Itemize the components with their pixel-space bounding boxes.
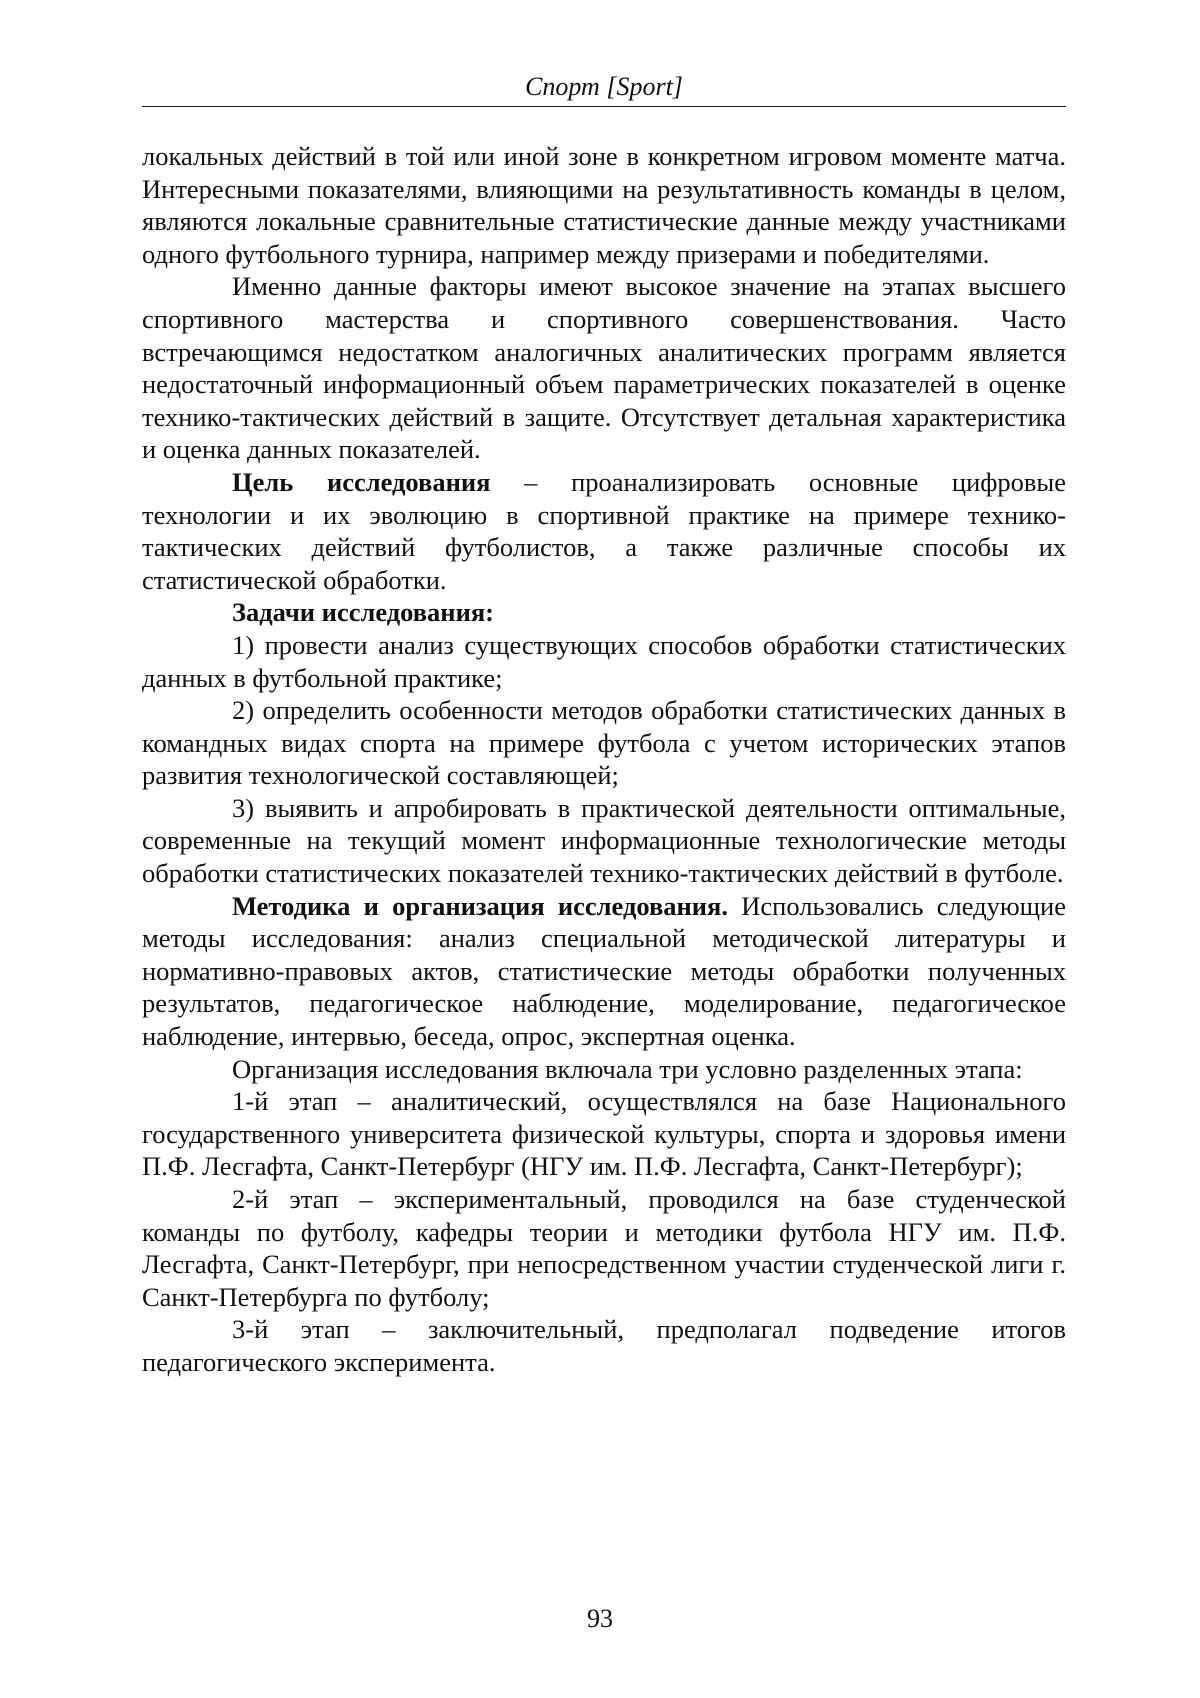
research-goal-label: Цель исследования <box>232 466 491 497</box>
paragraph-factors: Именно данные факторы имеют высокое значение на этапах высшего спортивного мастерства и спортивного совершенствования. Часто встречающимся недостатком аналогичных аналитических программ является недостаточный информационный объем параметрических показателей в оценке технико-тактических действий в защите. Отсутствует детальная характеристика и оценка данных показателей. <box>142 271 1066 465</box>
running-header: Спорт [Sport] <box>525 72 683 101</box>
task-item-2: 2) определить особенности методов обработки статистических данных в командных видах спорта на примере футбола с учетом исторических этапов развития технологической составляющей; <box>142 695 1066 791</box>
task-item-3: 3) выявить и апробировать в практической деятельности оптимальные, современные на текущий момент информационные технологические методы обработки статистических показателей технико-тактических действий в футболе. <box>142 792 1066 889</box>
methods-text: Использовались следующие методы исследования: анализ специальной методической литературы и нормативно-правовых актов, статистические методы обработки полученных результатов, педагогическое наблюдение, моделирование, педагогическое наблюдение, интервью, беседа, опрос, экспертная оценка. <box>142 890 1066 1052</box>
stage-item-3: 3-й этап – заключительный, предполагал подведение итогов педагогического эксперимента. <box>142 1314 1066 1377</box>
methods-label: Методика и организация исследования. <box>232 890 729 921</box>
paragraph-research-goal <box>142 466 1066 596</box>
task-item-1: 1) провести анализ существующих способов обработки статистических данных в футбольной практике; <box>142 629 1066 693</box>
research-goal-text: – проанализировать основные цифровые технологии и их эволюцию в спортивной практике на примере технико-тактических действий футболистов, а также различные способы их статистической обработки. <box>142 466 1066 595</box>
research-tasks-heading: Задачи исследования: <box>232 597 494 628</box>
paragraph-methods <box>142 890 1066 1053</box>
stage-item-2: 2-й этап – экспериментальный, проводился на базе студенческой команды по футболу, кафедры теории и методики футбола НГУ им. П.Ф. Лесгафта, Санкт-Петербург, при непосредственном участии студенческой лиги г. Санкт-Петербурга по футболу; <box>142 1184 1066 1312</box>
stage-item-1: 1-й этап – аналитический, осуществлялся на базе Национального государственного университета физической культуры, спорта и здоровья имени П.Ф. Лесгафта, Санкт-Петербург (НГУ им. П.Ф. Лесгафта, Санкт-Петербург); <box>142 1086 1066 1182</box>
paragraph-continuation: локальных действий в той или иной зоне в конкретном игровом моменте матча. Интересными показателями, влияющими на результативность команды в целом, являются локальные сравнительные статистические данные между участниками одного футбольного турнира, например между призерами и победителями. <box>142 141 1066 269</box>
page-number: 93 <box>587 1604 613 1633</box>
paragraph-organization: Организация исследования включала три условно разделенных этапа: <box>232 1053 1023 1084</box>
header-rule <box>142 106 1066 107</box>
body-text <box>142 140 1066 1379</box>
